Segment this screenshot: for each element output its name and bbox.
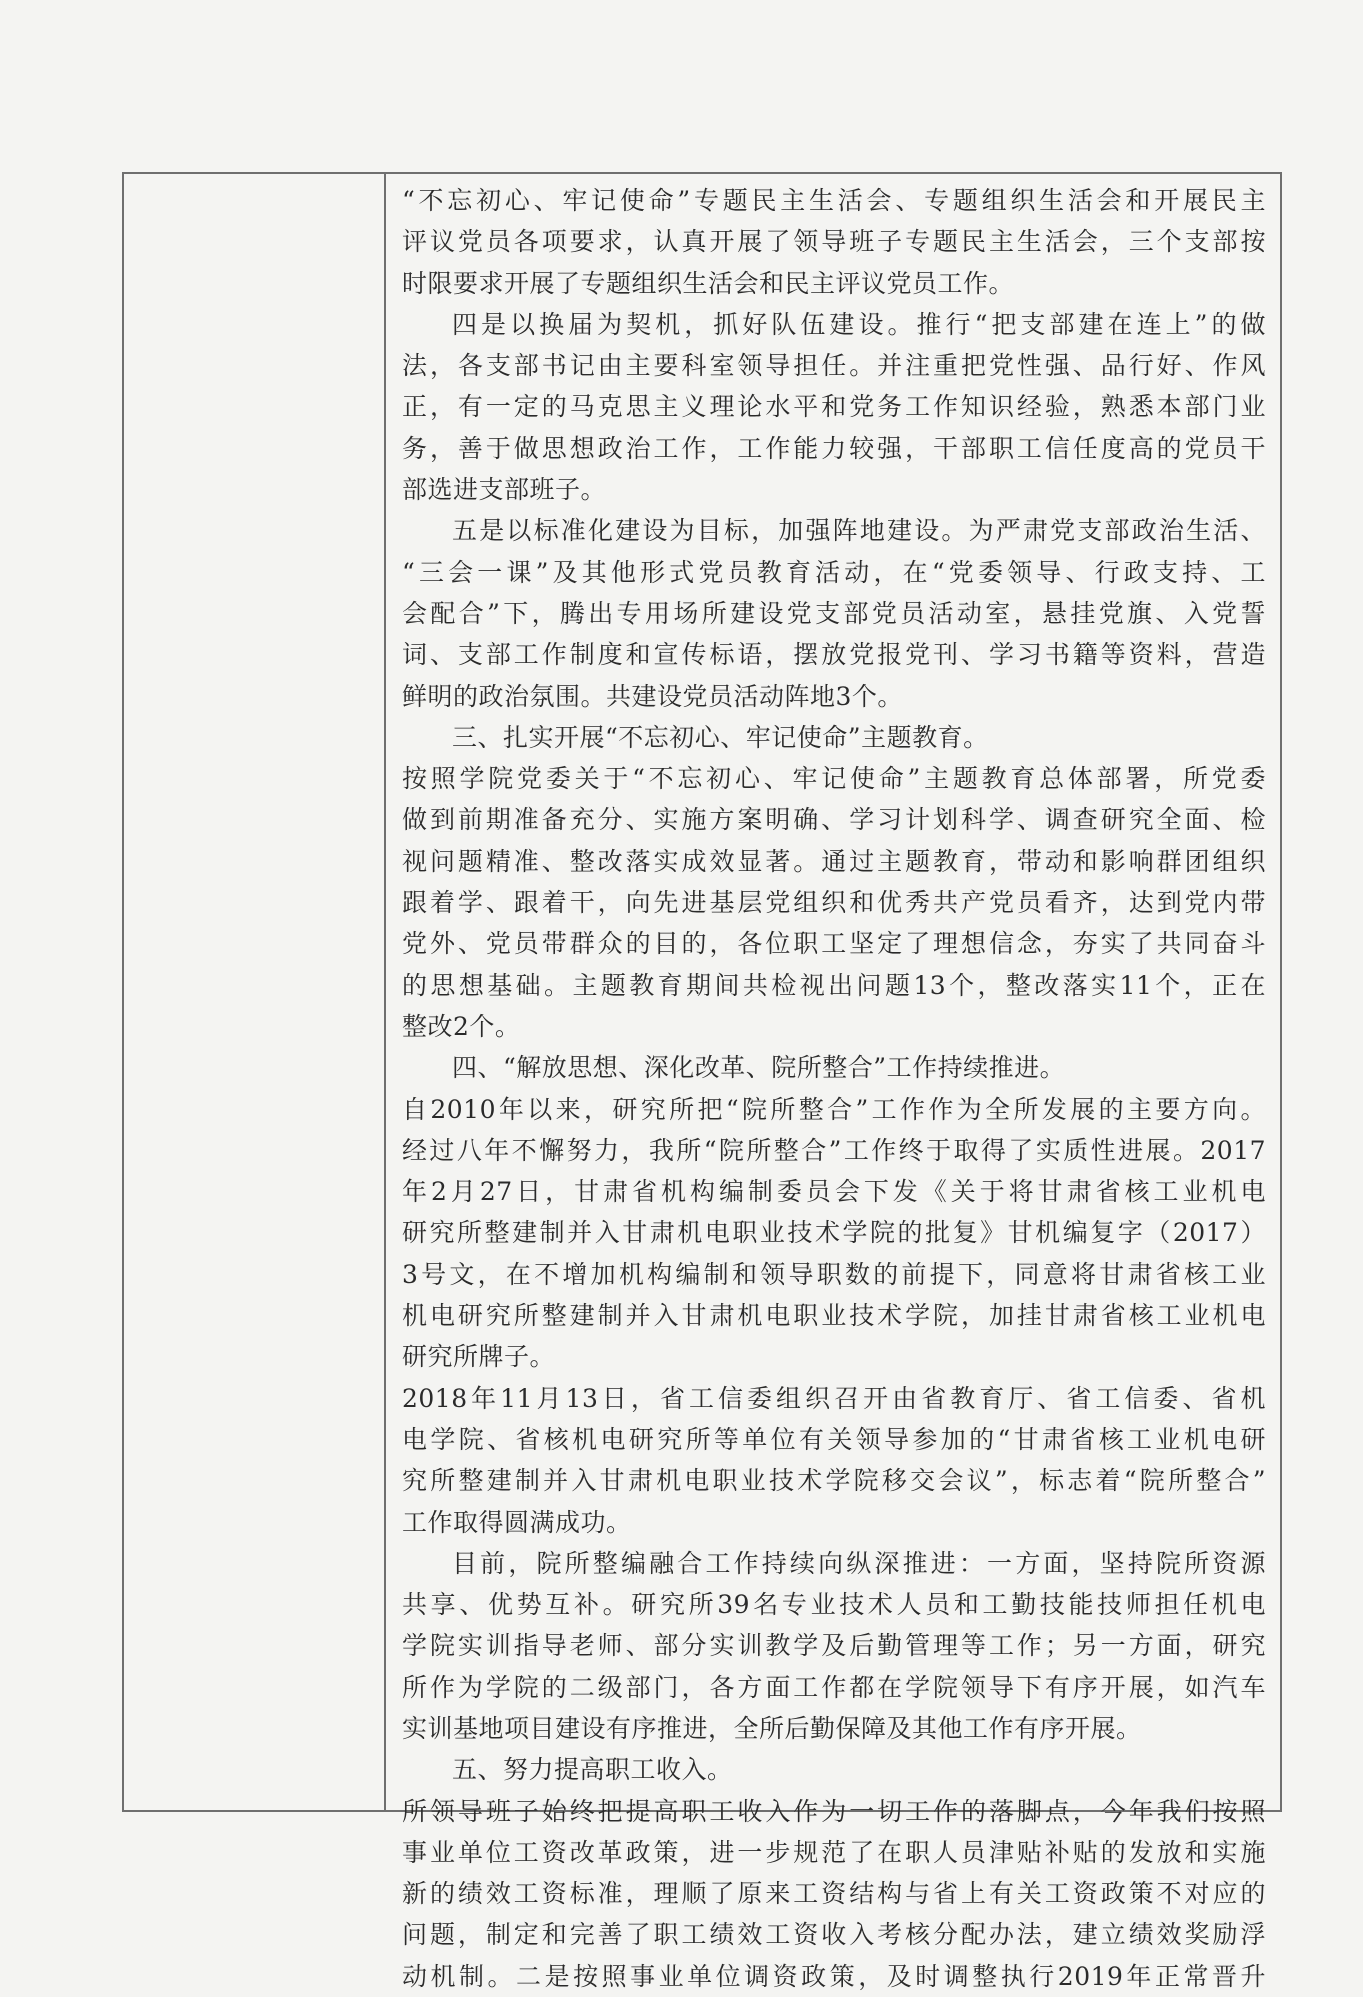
paragraph (402, 180, 1266, 304)
paragraph (402, 1543, 1266, 1749)
text-line: 2018年11月13日，省工信委组织召开由省教育厅、省工信委、省机 (402, 1383, 1266, 1413)
paragraph (402, 304, 1266, 510)
text-line: 务，善于做思想政治工作，工作能力较强，干部职工信任度高的党员干 (402, 433, 1266, 463)
text-line: 目前，院所整编融合工作持续向纵深推进：一方面，坚持院所资源 (452, 1548, 1266, 1578)
text-line: 共享、优势互补。研究所39名专业技术人员和工勤技能技师担任机电 (402, 1590, 1266, 1620)
section-heading (402, 717, 1266, 758)
section-heading (402, 1047, 1266, 1088)
text-line: 年2月27日，甘肃省机构编制委员会下发《关于将甘肃省核工业机电 (402, 1177, 1266, 1207)
text-line: 3号文，在不增加机构编制和领导职数的前提下，同意将甘肃省核工业 (402, 1259, 1266, 1289)
text-line: 法，各支部书记由主要科室领导担任。并注重把党性强、品行好、作风 (402, 351, 1266, 381)
text-line: 事业单位工资改革政策，进一步规范了在职人员津贴补贴的发放和实施 (402, 1837, 1266, 1867)
text-line: 五、努力提高职工收入。 (452, 1755, 733, 1785)
text-line: 机电研究所整建制并入甘肃机电职业技术学院，加挂甘肃省核工业机电 (402, 1301, 1266, 1331)
paragraph (402, 510, 1266, 716)
text-line: 三、扎实开展“不忘初心、牢记使命”主题教育。 (452, 722, 989, 752)
text-line: 学院实训指导老师、部分实训教学及后勤管理等工作；另一方面，研究 (402, 1631, 1266, 1661)
text-line: 整改2个。 (402, 1011, 521, 1041)
text-line: 词、支部工作制度和宣传标语，摆放党报党刊、学习书籍等资料，营造 (402, 640, 1266, 670)
text-line: 研究所牌子。 (402, 1342, 556, 1372)
text-line: 鲜明的政治氛围。共建设党员活动阵地3个。 (402, 681, 903, 711)
text-line: 跟着学、跟着干，向先进基层党组织和优秀共产党员看齐，达到党内带 (402, 888, 1266, 918)
text-line: 部选进支部班子。 (402, 475, 607, 505)
text-line: 动机制。二是按照事业单位调资政策，及时调整执行2019年正常晋升 (402, 1961, 1266, 1991)
text-line: 做到前期准备充分、实施方案明确、学习计划科学、调查研究全面、检 (402, 805, 1266, 835)
text-line: 电学院、省核机电研究所等单位有关领导参加的“甘肃省核工业机电研 (402, 1424, 1266, 1454)
text-line: 评议党员各项要求，认真开展了领导班子专题民主生活会，三个支部按 (402, 227, 1266, 257)
text-line: 四、“解放思想、深化改革、院所整合”工作持续推进。 (452, 1053, 1066, 1083)
paragraph (402, 1089, 1266, 1378)
text-line: 经过八年不懈努力，我所“院所整合”工作终于取得了实质性进展。2017 (402, 1135, 1266, 1165)
text-line: 正，有一定的马克思主义理论水平和党务工作知识经验，熟悉本部门业 (402, 392, 1266, 422)
text-line: 问题，制定和完善了职工绩效工资收入考核分配办法，建立绩效奖励浮 (402, 1920, 1266, 1950)
document-body (386, 174, 1280, 1991)
text-line: 视问题精准、整改落实成效显著。通过主题教育，带动和影响群团组织 (402, 846, 1266, 876)
text-line: 究所整建制并入甘肃机电职业技术学院移交会议”，标志着“院所整合” (402, 1466, 1266, 1496)
text-line: 研究所整建制并入甘肃机电职业技术学院的批复》甘机编复字（2017） (402, 1218, 1266, 1248)
text-line: 工作取得圆满成功。 (402, 1507, 632, 1537)
text-line: 按照学院党委关于“不忘初心、牢记使命”主题教育总体部署，所党委 (402, 764, 1266, 794)
paragraph (402, 1378, 1266, 1543)
text-line: “不忘初心、牢记使命”专题民主生活会、专题组织生活会和开展民主 (402, 186, 1266, 215)
text-line: 四是以换届为契机，抓好队伍建设。推行“把支部建在连上”的做 (452, 309, 1266, 339)
text-line: 会配合”下，腾出专用场所建设党支部党员活动室，悬挂党旗、入党誓 (402, 598, 1266, 628)
text-line: 的思想基础。主题教育期间共检视出问题13个，整改落实11个，正在 (402, 970, 1266, 1000)
text-line: 五是以标准化建设为目标，加强阵地建设。为严肃党支部政治生活、 (452, 516, 1266, 546)
text-line: 实训基地项目建设有序推进，全所后勤保障及其他工作有序开展。 (402, 1713, 1142, 1743)
text-line: 党外、党员带群众的目的，各位职工坚定了理想信念，夯实了共同奋斗 (402, 929, 1266, 959)
text-line: 时限要求开展了专题组织生活会和民主评议党员工作。 (402, 268, 1015, 298)
text-line: 所作为学院的二级部门，各方面工作都在学院领导下有序开展，如汽车 (402, 1672, 1266, 1702)
paragraph (402, 1791, 1266, 1997)
text-line: 新的绩效工资标准，理顺了原来工资结构与省上有关工资政策不对应的 (402, 1879, 1266, 1909)
document-table (122, 172, 1282, 1991)
text-line: 所领导班子始终把提高职工收入作为一切工作的落脚点，今年我们按照 (402, 1796, 1266, 1826)
paragraph (402, 758, 1266, 1047)
text-line: 自2010年以来，研究所把“院所整合”工作作为全所发展的主要方向。 (402, 1094, 1266, 1124)
table-left-column (124, 174, 386, 1810)
text-line: “三会一课”及其他形式党员教育活动，在“党委领导、行政支持、工 (402, 557, 1266, 587)
section-heading (402, 1749, 1266, 1790)
